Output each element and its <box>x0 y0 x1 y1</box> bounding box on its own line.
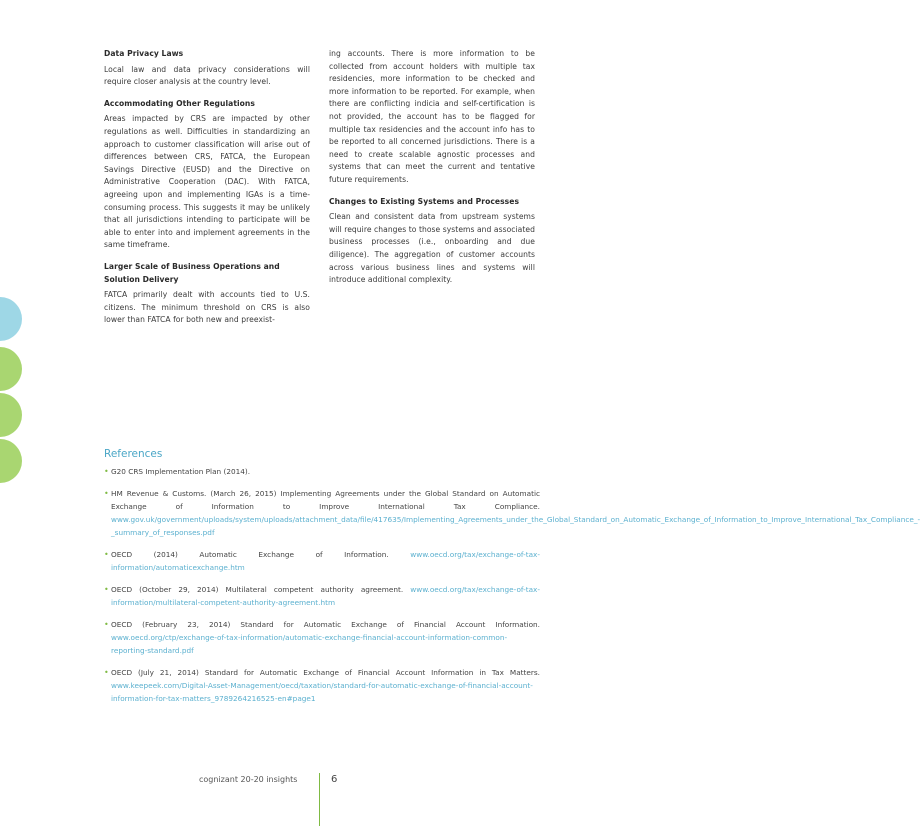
left-column <box>104 48 310 327</box>
section-larger-scale <box>104 261 310 327</box>
reference-link[interactable]: www.oecd.org/tax/exchange-of-tax-information/automaticexchange.htm <box>111 550 540 572</box>
reference-item <box>104 487 920 539</box>
footer-divider <box>319 773 320 826</box>
reference-text: OECD (February 23, 2014) Standard for Automatic Exchange of Financial Account Information. <box>111 620 540 629</box>
bullet-icon: • <box>104 550 109 559</box>
reference-link[interactable]: www.oecd.org/tax/exchange-of-tax-information/multilateral-competent-authority-agreement.htm <box>111 585 540 607</box>
reference-text: HM Revenue & Customs. (March 26, 2015) Implementing Agreements under the Global Standard on Automatic Exchange of Information to Improve International Tax Compliance. <box>111 489 540 511</box>
footer-brand: cognizant 20-20 insights <box>199 775 298 784</box>
reference-item <box>104 465 540 478</box>
bullet-icon: • <box>104 585 109 594</box>
bullet-icon: • <box>104 668 109 677</box>
bullet-icon: • <box>104 467 109 476</box>
decorative-dot-4 <box>0 439 22 483</box>
reference-link[interactable]: www.keepeek.com/Digital-Asset-Management/oecd/taxation/standard-for-automatic-exchange-of-financial-account-information-for-tax-matters_9789264216525-en#page1 <box>111 681 533 703</box>
decorative-dot-1 <box>0 297 22 341</box>
section-other-regulations <box>104 98 310 252</box>
reference-text: OECD (October 29, 2014) Multilateral competent authority agreement. <box>111 585 411 594</box>
references-title: References <box>104 448 163 460</box>
continuation-paragraph: ing accounts. There is more information to be collected from account holders with multiple tax residencies, more information to be checked and more information to be reported. For example, when there are conflicting indicia and self-certification is not provided, the account has to be flagged for multiple tax residencies and the account info has to be reported to all concerned jurisdictions. There is a need to create scalable agnostic processes and systems that can meet the current and tentative future requirements. <box>329 49 535 184</box>
page-footer <box>0 773 638 826</box>
right-column <box>329 48 535 287</box>
section-body: Clean and consistent data from upstream systems will require changes to those systems and associated business processes (i.e., onboarding and due diligence). The aggregation of customer accounts across various business lines and systems will introduce additional complexity. <box>329 212 535 285</box>
reference-item <box>104 583 540 609</box>
reference-text: G20 CRS Implementation Plan (2014). <box>111 467 251 476</box>
reference-item <box>104 666 540 705</box>
section-heading: Changes to Existing Systems and Processes <box>329 196 520 206</box>
section-data-privacy <box>104 48 310 89</box>
bullet-icon: • <box>104 489 109 498</box>
section-heading: Accommodating Other Regulations <box>104 98 255 108</box>
reference-link[interactable]: www.oecd.org/ctp/exchange-of-tax-information/automatic-exchange-financial-account-information-common-reporting-standard.pdf <box>111 633 508 655</box>
section-body: Local law and data privacy considerations will require closer analysis at the country level. <box>104 64 310 87</box>
reference-item <box>104 618 540 657</box>
section-heading: Larger Scale of Business Operations and Solution Delivery <box>104 261 280 284</box>
bullet-icon: • <box>104 620 109 629</box>
reference-text: OECD (July 21, 2014) Standard for Automatic Exchange of Financial Account Information in Tax Matters. <box>111 668 540 677</box>
decorative-dot-3 <box>0 393 22 437</box>
section-heading: Data Privacy Laws <box>104 49 184 58</box>
section-body: Areas impacted by CRS are impacted by other regulations as well. Difficulties in standardizing an approach to customer classification will arise out of differences between CRS, FATCA, the European Savings Directive (EUSD) and the Directive on Administrative Cooperation (DAC). With FATCA, agreeing upon and implementing IGAs is a time-consuming process. This suggests it may be unlikely that all jurisdictions intending to participate will be able to enter into and implement agreements in the same timeframe. <box>104 114 310 250</box>
page-number: 6 <box>331 774 338 785</box>
decorative-dot-2 <box>0 347 22 391</box>
section-body: FATCA primarily dealt with accounts tied to U.S. citizens. The minimum threshold on CRS is also lower than FATCA for both new and preexist- <box>104 290 310 325</box>
reference-text: OECD (2014) Automatic Exchange of Information. <box>111 550 411 559</box>
references-section <box>104 448 920 714</box>
reference-link[interactable]: www.gov.uk/government/uploads/system/uploads/attachment_data/file/417635/Implementing_Agreements_under_the_Global_Standard_on_Automatic_Exchange_of_Information_to_Improve_International_Tax_Compliance_-_summary_of_responses.pdf <box>111 515 920 537</box>
reference-item <box>104 548 540 574</box>
